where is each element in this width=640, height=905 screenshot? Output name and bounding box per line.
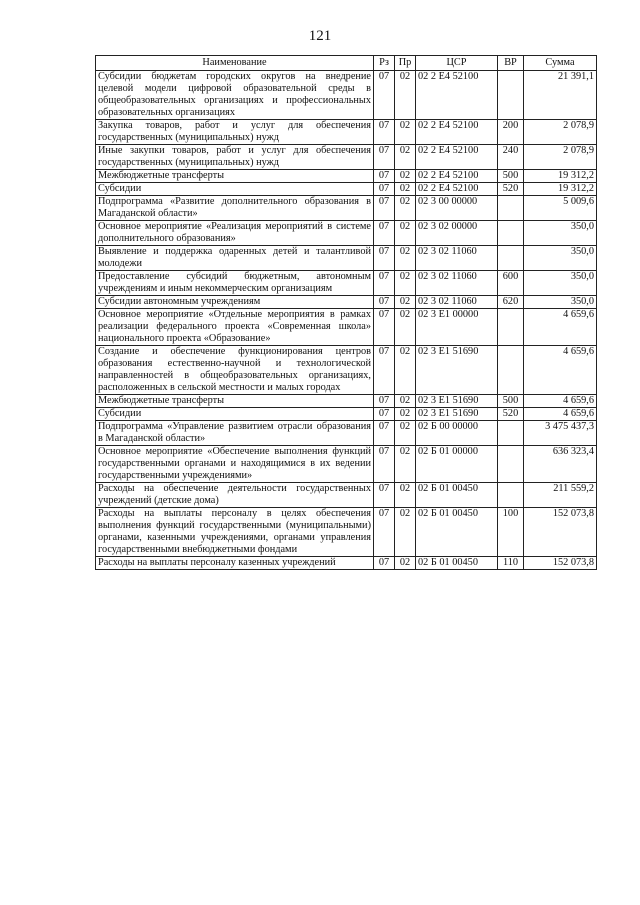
cell-pr: 02: [395, 395, 416, 408]
cell-vr: 240: [498, 145, 524, 170]
cell-rz: 07: [374, 120, 395, 145]
cell-sum: 350,0: [524, 221, 597, 246]
cell-rz: 07: [374, 296, 395, 309]
cell-rz: 07: [374, 408, 395, 421]
cell-vr: [498, 221, 524, 246]
cell-csr: 02 Б 01 00000: [416, 446, 498, 483]
cell-rz: 07: [374, 483, 395, 508]
cell-pr: 02: [395, 408, 416, 421]
cell-pr: 02: [395, 346, 416, 395]
cell-pr: 02: [395, 508, 416, 557]
cell-vr: 100: [498, 508, 524, 557]
cell-rz: 07: [374, 221, 395, 246]
cell-csr: 02 2 Е4 52100: [416, 145, 498, 170]
table-row: [96, 246, 597, 271]
cell-pr: 02: [395, 196, 416, 221]
cell-csr: 02 Б 01 00450: [416, 557, 498, 570]
cell-pr: 02: [395, 271, 416, 296]
cell-name: Выявление и поддержка одаренных детей и талантливой молодежи: [96, 246, 374, 271]
table-row: [96, 446, 597, 483]
cell-sum: 350,0: [524, 246, 597, 271]
cell-sum: 19 312,2: [524, 183, 597, 196]
cell-sum: 350,0: [524, 271, 597, 296]
table-row: [96, 346, 597, 395]
cell-sum: 152 073,8: [524, 557, 597, 570]
header-sum: Сумма: [524, 56, 597, 71]
cell-csr: 02 3 Е1 51690: [416, 395, 498, 408]
cell-csr: 02 3 Е1 00000: [416, 309, 498, 346]
cell-sum: 4 659,6: [524, 346, 597, 395]
cell-csr: 02 2 Е4 52100: [416, 71, 498, 120]
cell-rz: 07: [374, 508, 395, 557]
cell-rz: 07: [374, 446, 395, 483]
cell-vr: 500: [498, 395, 524, 408]
cell-csr: 02 Б 01 00450: [416, 483, 498, 508]
cell-csr: 02 Б 00 00000: [416, 421, 498, 446]
cell-vr: [498, 309, 524, 346]
cell-pr: 02: [395, 170, 416, 183]
cell-name: Расходы на выплаты персоналу в целях обеспечения выполнения функций государственными (муниципальными) органами, казенными учреждениями, органами управления государственными внебюджетными фондами: [96, 508, 374, 557]
cell-sum: 4 659,6: [524, 408, 597, 421]
cell-sum: 211 559,2: [524, 483, 597, 508]
cell-rz: 07: [374, 71, 395, 120]
header-name: Наименование: [96, 56, 374, 71]
cell-name: Межбюджетные трансферты: [96, 395, 374, 408]
cell-pr: 02: [395, 557, 416, 570]
cell-csr: 02 3 02 11060: [416, 296, 498, 309]
cell-sum: 21 391,1: [524, 71, 597, 120]
table-row: [96, 508, 597, 557]
cell-rz: 07: [374, 196, 395, 221]
cell-csr: 02 2 Е4 52100: [416, 183, 498, 196]
cell-pr: 02: [395, 221, 416, 246]
cell-vr: 200: [498, 120, 524, 145]
cell-name: Субсидии бюджетам городских округов на внедрение целевой модели цифровой образовательной среды в общеобразовательных организациях и профессиональных образовательных организациях: [96, 71, 374, 120]
cell-sum: 4 659,6: [524, 395, 597, 408]
cell-rz: 07: [374, 557, 395, 570]
cell-rz: 07: [374, 309, 395, 346]
table-row: [96, 271, 597, 296]
cell-vr: 520: [498, 408, 524, 421]
cell-rz: 07: [374, 170, 395, 183]
cell-csr: 02 2 Е4 52100: [416, 170, 498, 183]
cell-sum: 4 659,6: [524, 309, 597, 346]
header-pr: Пр: [395, 56, 416, 71]
cell-vr: 110: [498, 557, 524, 570]
cell-rz: 07: [374, 421, 395, 446]
table-row: [96, 483, 597, 508]
cell-rz: 07: [374, 346, 395, 395]
cell-vr: 520: [498, 183, 524, 196]
table-row: [96, 71, 597, 120]
table-row: [96, 221, 597, 246]
cell-pr: 02: [395, 120, 416, 145]
cell-name: Субсидии: [96, 183, 374, 196]
cell-name: Предоставление субсидий бюджетным, автономным учреждениям и иным некоммерческим организациям: [96, 271, 374, 296]
table-row: [96, 408, 597, 421]
cell-sum: 350,0: [524, 296, 597, 309]
cell-name: Закупка товаров, работ и услуг для обеспечения государственных (муниципальных) нужд: [96, 120, 374, 145]
cell-sum: 19 312,2: [524, 170, 597, 183]
cell-sum: 5 009,6: [524, 196, 597, 221]
cell-pr: 02: [395, 446, 416, 483]
cell-vr: [498, 246, 524, 271]
table-row: [96, 296, 597, 309]
cell-sum: 2 078,9: [524, 145, 597, 170]
cell-csr: 02 3 00 00000: [416, 196, 498, 221]
cell-name: Иные закупки товаров, работ и услуг для обеспечения государственных (муниципальных) нужд: [96, 145, 374, 170]
cell-name: Межбюджетные трансферты: [96, 170, 374, 183]
cell-name: Расходы на выплаты персоналу казенных учреждений: [96, 557, 374, 570]
cell-sum: 152 073,8: [524, 508, 597, 557]
cell-name: Основное мероприятие «Реализация мероприятий в системе дополнительного образования»: [96, 221, 374, 246]
cell-csr: 02 2 Е4 52100: [416, 120, 498, 145]
cell-pr: 02: [395, 246, 416, 271]
table-row: [96, 170, 597, 183]
cell-csr: 02 3 02 11060: [416, 271, 498, 296]
cell-vr: [498, 346, 524, 395]
table-row: [96, 196, 597, 221]
table-row: [96, 183, 597, 196]
cell-csr: 02 3 Е1 51690: [416, 346, 498, 395]
table-row: [96, 395, 597, 408]
cell-name: Подпрограмма «Управление развитием отрасли образования в Магаданской области»: [96, 421, 374, 446]
table-row: [96, 309, 597, 346]
cell-rz: 07: [374, 246, 395, 271]
cell-name: Расходы на обеспечение деятельности государственных учреждений (детские дома): [96, 483, 374, 508]
table-header-row: [96, 56, 597, 71]
cell-rz: 07: [374, 145, 395, 170]
table-row: [96, 145, 597, 170]
header-rz: Рз: [374, 56, 395, 71]
cell-vr: [498, 71, 524, 120]
table-row: [96, 557, 597, 570]
cell-vr: [498, 196, 524, 221]
cell-pr: 02: [395, 296, 416, 309]
cell-name: Основное мероприятие «Обеспечение выполнения функций государственными органами и находящимися в их ведении государственными учреждениями»: [96, 446, 374, 483]
page-number: 121: [308, 28, 332, 44]
cell-name: Основное мероприятие «Отдельные мероприятия в рамках реализации федерального проекта «Современная школа» национального проекта «Образование»: [96, 309, 374, 346]
cell-vr: 620: [498, 296, 524, 309]
cell-pr: 02: [395, 71, 416, 120]
cell-csr: 02 3 Е1 51690: [416, 408, 498, 421]
header-csr: ЦСР: [416, 56, 498, 71]
table-row: [96, 421, 597, 446]
cell-csr: 02 Б 01 00450: [416, 508, 498, 557]
cell-csr: 02 3 02 11060: [416, 246, 498, 271]
budget-table: [95, 55, 597, 570]
cell-vr: 500: [498, 170, 524, 183]
cell-pr: 02: [395, 421, 416, 446]
cell-rz: 07: [374, 183, 395, 196]
cell-name: Субсидии автономным учреждениям: [96, 296, 374, 309]
cell-pr: 02: [395, 483, 416, 508]
header-vr: ВР: [498, 56, 524, 71]
cell-pr: 02: [395, 145, 416, 170]
cell-sum: 636 323,4: [524, 446, 597, 483]
cell-csr: 02 3 02 00000: [416, 221, 498, 246]
cell-name: Подпрограмма «Развитие дополнительного образования в Магаданской области»: [96, 196, 374, 221]
cell-pr: 02: [395, 309, 416, 346]
cell-sum: 3 475 437,3: [524, 421, 597, 446]
cell-vr: [498, 421, 524, 446]
cell-rz: 07: [374, 271, 395, 296]
cell-pr: 02: [395, 183, 416, 196]
cell-vr: [498, 483, 524, 508]
table-row: [96, 120, 597, 145]
cell-vr: [498, 446, 524, 483]
cell-rz: 07: [374, 395, 395, 408]
cell-name: Создание и обеспечение функционирования центров образования естественно-научной и технологической направленностей в общеобразовательных организациях, расположенных в сельской местности и малых городах: [96, 346, 374, 395]
cell-sum: 2 078,9: [524, 120, 597, 145]
cell-name: Субсидии: [96, 408, 374, 421]
cell-vr: 600: [498, 271, 524, 296]
